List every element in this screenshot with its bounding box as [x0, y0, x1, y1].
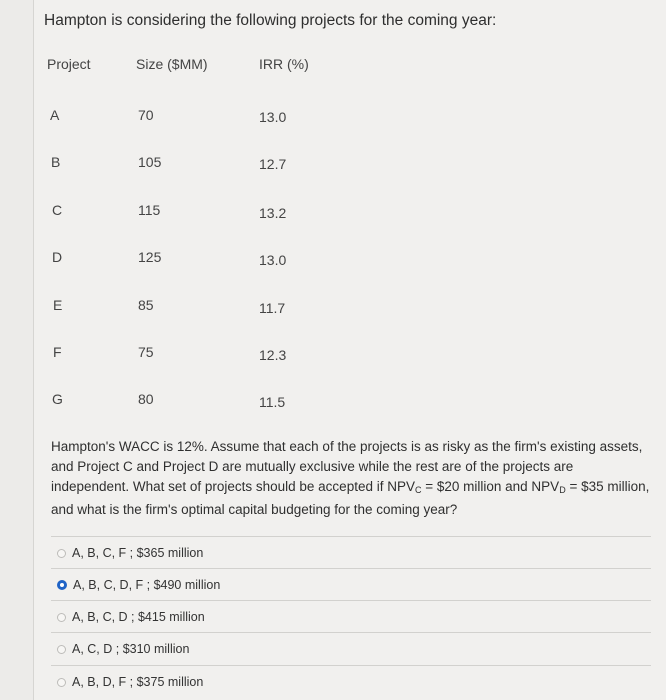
- header-irr: IRR (%): [259, 56, 309, 72]
- project-name: C: [52, 202, 63, 218]
- project-size: 75: [138, 344, 154, 360]
- header-project: Project: [47, 56, 91, 72]
- answer-option[interactable]: [51, 536, 651, 569]
- question-text: [51, 437, 651, 520]
- question-part2: = $20 million and NPV: [421, 479, 560, 494]
- project-size: 85: [138, 297, 154, 313]
- project-name: A: [50, 107, 60, 123]
- project-irr: 13.0: [259, 252, 287, 268]
- npv-subscript-c: C: [414, 485, 422, 495]
- radio-button[interactable]: [57, 678, 66, 687]
- radio-button[interactable]: [57, 613, 66, 622]
- question-title: Hampton is considering the following projects for the coming year:: [44, 12, 497, 29]
- question-part1: Hampton's WACC is 12%. Assume that each of the projects is as risky as the firm's existing assets, and Project C and Project D are mutually exclusive while the rest are of the projects are independent. What set of projects should be accepted if NPV: [51, 439, 643, 494]
- project-size: 125: [138, 249, 162, 265]
- radio-button[interactable]: [57, 645, 66, 654]
- npv-subscript-d: D: [559, 485, 566, 495]
- project-name: B: [51, 154, 61, 170]
- project-size: 115: [138, 202, 161, 218]
- project-irr: 13.0: [259, 109, 287, 125]
- project-irr: 12.3: [259, 347, 287, 363]
- project-irr: 12.7: [259, 156, 287, 172]
- radio-button-selected[interactable]: [57, 580, 67, 590]
- answer-option-label: A, B, C, D, F ; $490 million: [73, 578, 221, 592]
- question-part3: = $35 million, and what is the firm's optimal capital budgeting for the coming year?: [51, 479, 650, 517]
- project-size: 105: [138, 154, 162, 170]
- answer-option[interactable]: [51, 600, 651, 633]
- answer-option-label: A, B, C, D ; $415 million: [72, 610, 205, 624]
- radio-button[interactable]: [57, 549, 66, 558]
- project-name: G: [52, 391, 63, 407]
- project-name: D: [52, 249, 63, 265]
- project-irr: 11.5: [259, 394, 286, 410]
- answer-option[interactable]: [51, 632, 651, 665]
- answer-option-label: A, C, D ; $310 million: [72, 642, 190, 656]
- project-size: 70: [138, 107, 154, 123]
- header-size: Size ($MM): [136, 56, 208, 72]
- project-name: F: [53, 344, 62, 360]
- project-name: E: [53, 297, 63, 313]
- answer-option[interactable]: [51, 568, 651, 601]
- project-irr: 13.2: [259, 205, 287, 221]
- answer-option[interactable]: [51, 665, 651, 698]
- answer-option-label: A, B, D, F ; $375 million: [72, 675, 204, 689]
- project-irr: 11.7: [259, 300, 286, 316]
- answer-option-label: A, B, C, F ; $365 million: [72, 546, 204, 560]
- project-size: 80: [138, 391, 154, 407]
